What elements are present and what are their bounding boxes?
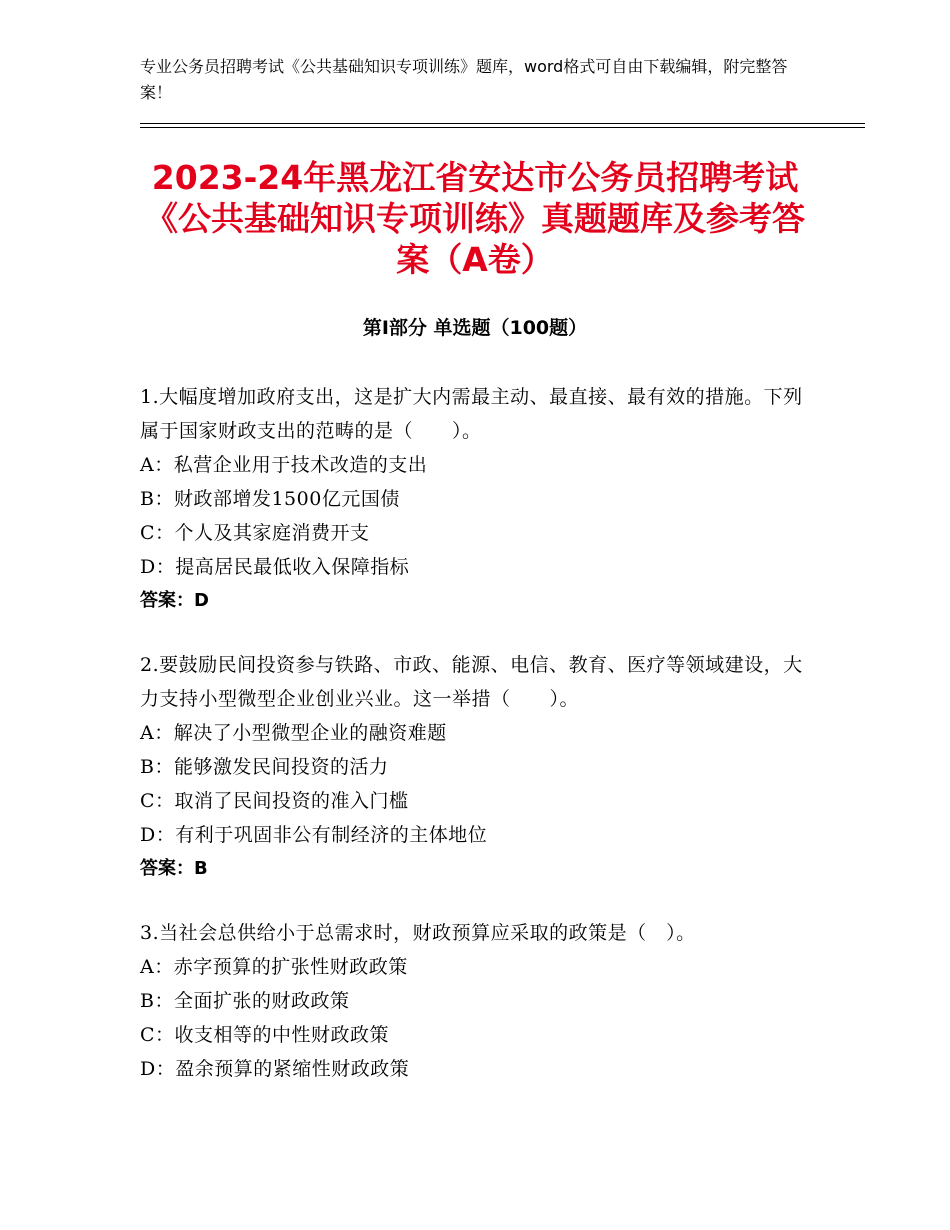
option-a: A：赤字预算的扩张性财政政策 — [140, 956, 408, 978]
answer-label: 答案：D — [140, 590, 209, 611]
header-divider-top — [140, 123, 865, 124]
question-stem: 1.大幅度增加政府支出，这是扩大内需最主动、最直接、最有效的措施。下列属于国家财政支出的范畴的是（ ）。 — [140, 386, 803, 442]
question-1 — [140, 380, 810, 618]
option-c: C：取消了民间投资的准入门槛 — [140, 790, 409, 812]
question-2 — [140, 648, 810, 886]
question-3 — [140, 916, 810, 1086]
option-d: D：提高居民最低收入保障指标 — [140, 556, 410, 578]
option-d: D：盈余预算的紧缩性财政政策 — [140, 1058, 410, 1080]
section-title: 第Ⅰ部分 单选题（100题） — [362, 317, 588, 339]
option-b: B：能够激发民间投资的活力 — [140, 756, 389, 778]
document-title: 2023-24年黑龙江省安达市公务员招聘考试《公共基础知识专项训练》真题题库及参考答案（A卷） — [145, 158, 805, 279]
option-d: D：有利于巩固非公有制经济的主体地位 — [140, 824, 488, 846]
question-list — [140, 380, 810, 1116]
question-stem: 2.要鼓励民间投资参与铁路、市政、能源、电信、教育、医疗等领域建设，大力支持小型微型企业创业兴业。这一举措（ ）。 — [140, 654, 803, 710]
option-a: A：解决了小型微型企业的融资难题 — [140, 722, 447, 744]
answer-label: 答案：B — [140, 858, 208, 879]
question-stem: 3.当社会总供给小于总需求时，财政预算应采取的政策是（ ）。 — [140, 922, 696, 944]
option-c: C：收支相等的中性财政政策 — [140, 1024, 390, 1046]
header-divider-bottom — [140, 127, 865, 128]
header-note: 专业公务员招聘考试《公共基础知识专项训练》题库，word格式可自由下载编辑，附完整答案！ — [140, 57, 788, 102]
option-b: B：财政部增发1500亿元国债 — [140, 488, 400, 510]
option-c: C：个人及其家庭消费开支 — [140, 522, 370, 544]
option-a: A：私营企业用于技术改造的支出 — [140, 454, 428, 476]
option-b: B：全面扩张的财政政策 — [140, 990, 350, 1012]
